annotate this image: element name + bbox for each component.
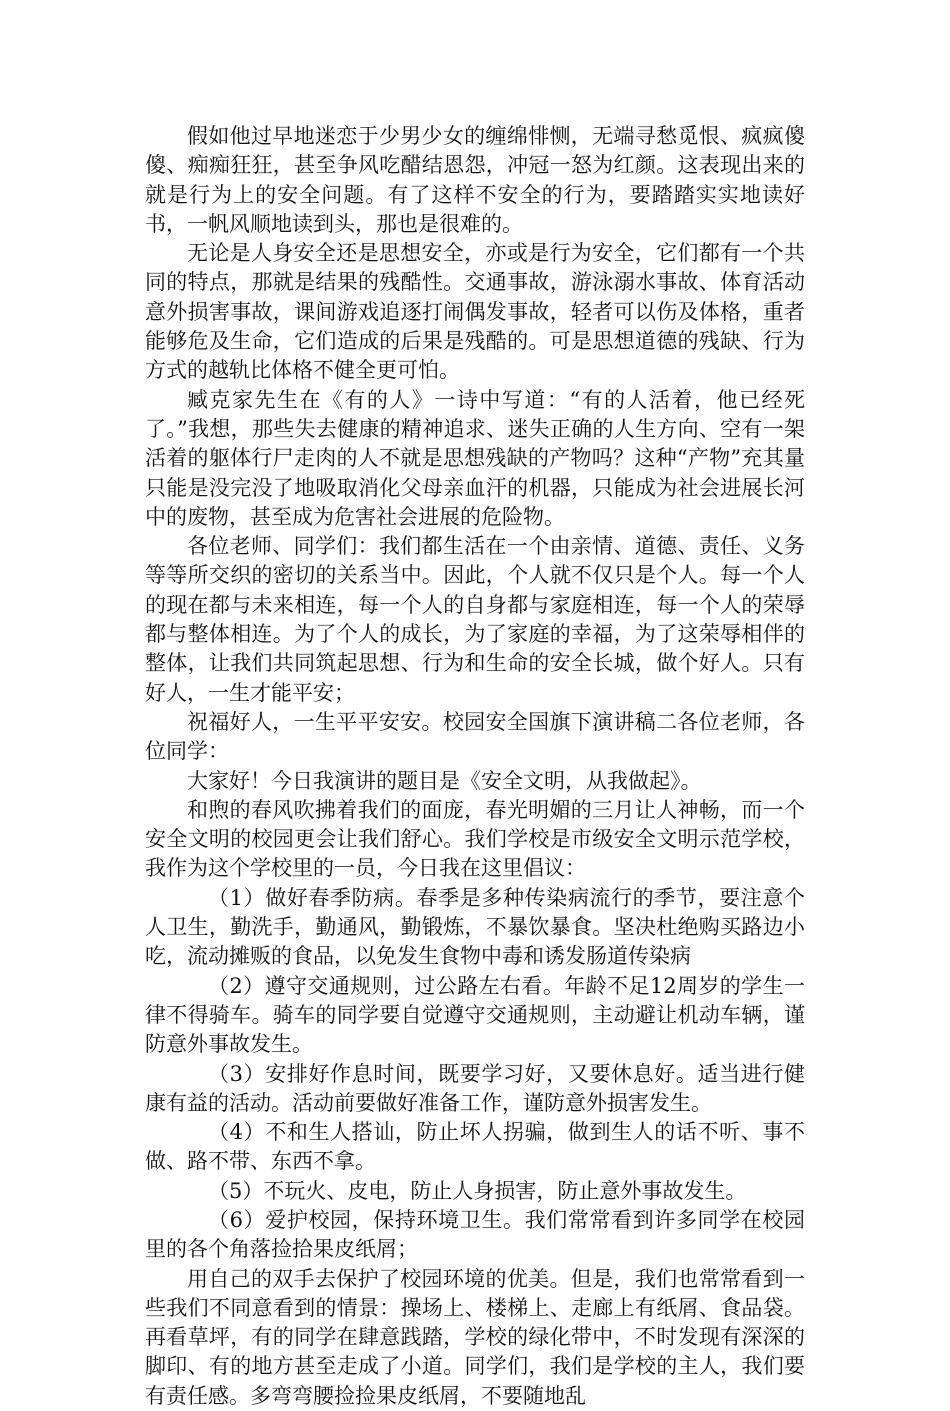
list-item-2: （2）遵守交通规则，过公路左右看。年龄不足12周岁的学生一律不得骑车。骑车的同学要自觉遵守交通规则，主动避让机动车辆，谨防意外事故发生。 bbox=[145, 973, 805, 1057]
paragraph-1: 假如他过早地迷恋于少男少女的缠绵悱恻，无端寻愁觅恨、疯疯傻傻、痴痴狂狂，甚至争风吃醋结恩怨，冲冠一怒为红颜。这表现出来的就是行为上的安全问题。有了这样不安全的行为，要踏踏实实地读好书，一帆风顺地读到头，那也是很难的。 bbox=[145, 124, 805, 236]
document-body bbox=[145, 122, 805, 1411]
paragraph-5: 祝福好人，一生平平安安。校园安全国旗下演讲稿二各位老师，各位同学： bbox=[145, 709, 805, 764]
paragraph-4: 各位老师、同学们：我们都生活在一个由亲情、道德、责任、义务等等所交织的密切的关系当中。因此，个人就不仅只是个人。每一个人的现在都与未来相连，每一个人的自身都与家庭相连，每一个人的荣辱都与整体相连。为了个人的成长，为了家庭的幸福，为了这荣辱相伴的整体，让我们共同筑起思想、行为和生命的安全长城，做个好人。只有好人，一生才能平安； bbox=[145, 534, 805, 705]
list-item-3: （3）安排好作息时间，既要学习好，又要休息好。适当进行健康有益的活动。活动前要做好准备工作，谨防意外损害发生。 bbox=[145, 1061, 805, 1115]
list-item-6: （6）爱护校园，保持环境卫生。我们常常看到许多同学在校园里的各个角落捡拾果皮纸屑； bbox=[145, 1207, 805, 1262]
list-item-4: （4）不和生人搭讪，防止坏人拐骗，做到生人的话不听、事不做、路不带、东西不拿。 bbox=[145, 1120, 805, 1174]
paragraph-6: 大家好！今日我演讲的题目是《安全文明，从我做起》。 bbox=[187, 768, 702, 793]
list-item-1: （1）做好春季防病。春季是多种传染病流行的季节，要注意个人卫生，勤洗手，勤通风，勤锻炼，不暴饮暴食。坚决杜绝购买路边小吃，流动摊贩的食品，以免发生食物中毒和诱发肠道传染病 bbox=[145, 885, 805, 969]
paragraph-8: 用自己的双手去保护了校园环境的优美。但是，我们也常常看到一些我们不同意看到的情景：操场上、楼梯上、走廊上有纸屑、食品袋。再看草坪，有的同学在肆意践踏，学校的绿化带中，不时发现有深深的脚印、有的地方甚至走成了小道。同学们，我们是学校的主人，我们要有责任感。多弯弯腰捡捡果皮纸屑，不要随地乱 bbox=[145, 1266, 805, 1408]
paragraph-7: 和煦的春风吹拂着我们的面庞，春光明媚的三月让人神畅，而一个安全文明的校园更会让我们舒心。我们学校是市级安全文明示范学校，我作为这个学校里的一员，今日我在这里倡议： bbox=[145, 797, 805, 881]
paragraph-2: 无论是人身安全还是思想安全，亦或是行为安全，它们都有一个共同的特点，那就是结果的残酷性。交通事故，游泳溺水事故、体育活动意外损害事故，课间游戏追逐打闹偶发事故，轻者可以伤及体格，重者能够危及生命，它们造成的后果是残酷的。可是思想道德的残缺、行为方式的越轨比体格不健全更可怕。 bbox=[145, 241, 805, 383]
list-item-5: （5）不玩火、皮电，防止人身损害，防止意外事故发生。 bbox=[208, 1178, 747, 1203]
paragraph-3: 臧克家先生在《有的人》一诗中写道：“有的人活着，他已经死了。”我想，那些失去健康的精神追求、迷失正确的人生方向、空有一架活着的躯体行尸走肉的人不就是思想残缺的产物吗？这种“产物”充其量只能是没完没了地吸取消化父母亲血汗的机器，只能成为社会进展长河中的废物，甚至成为危害社会进展的危险物。 bbox=[145, 387, 805, 529]
